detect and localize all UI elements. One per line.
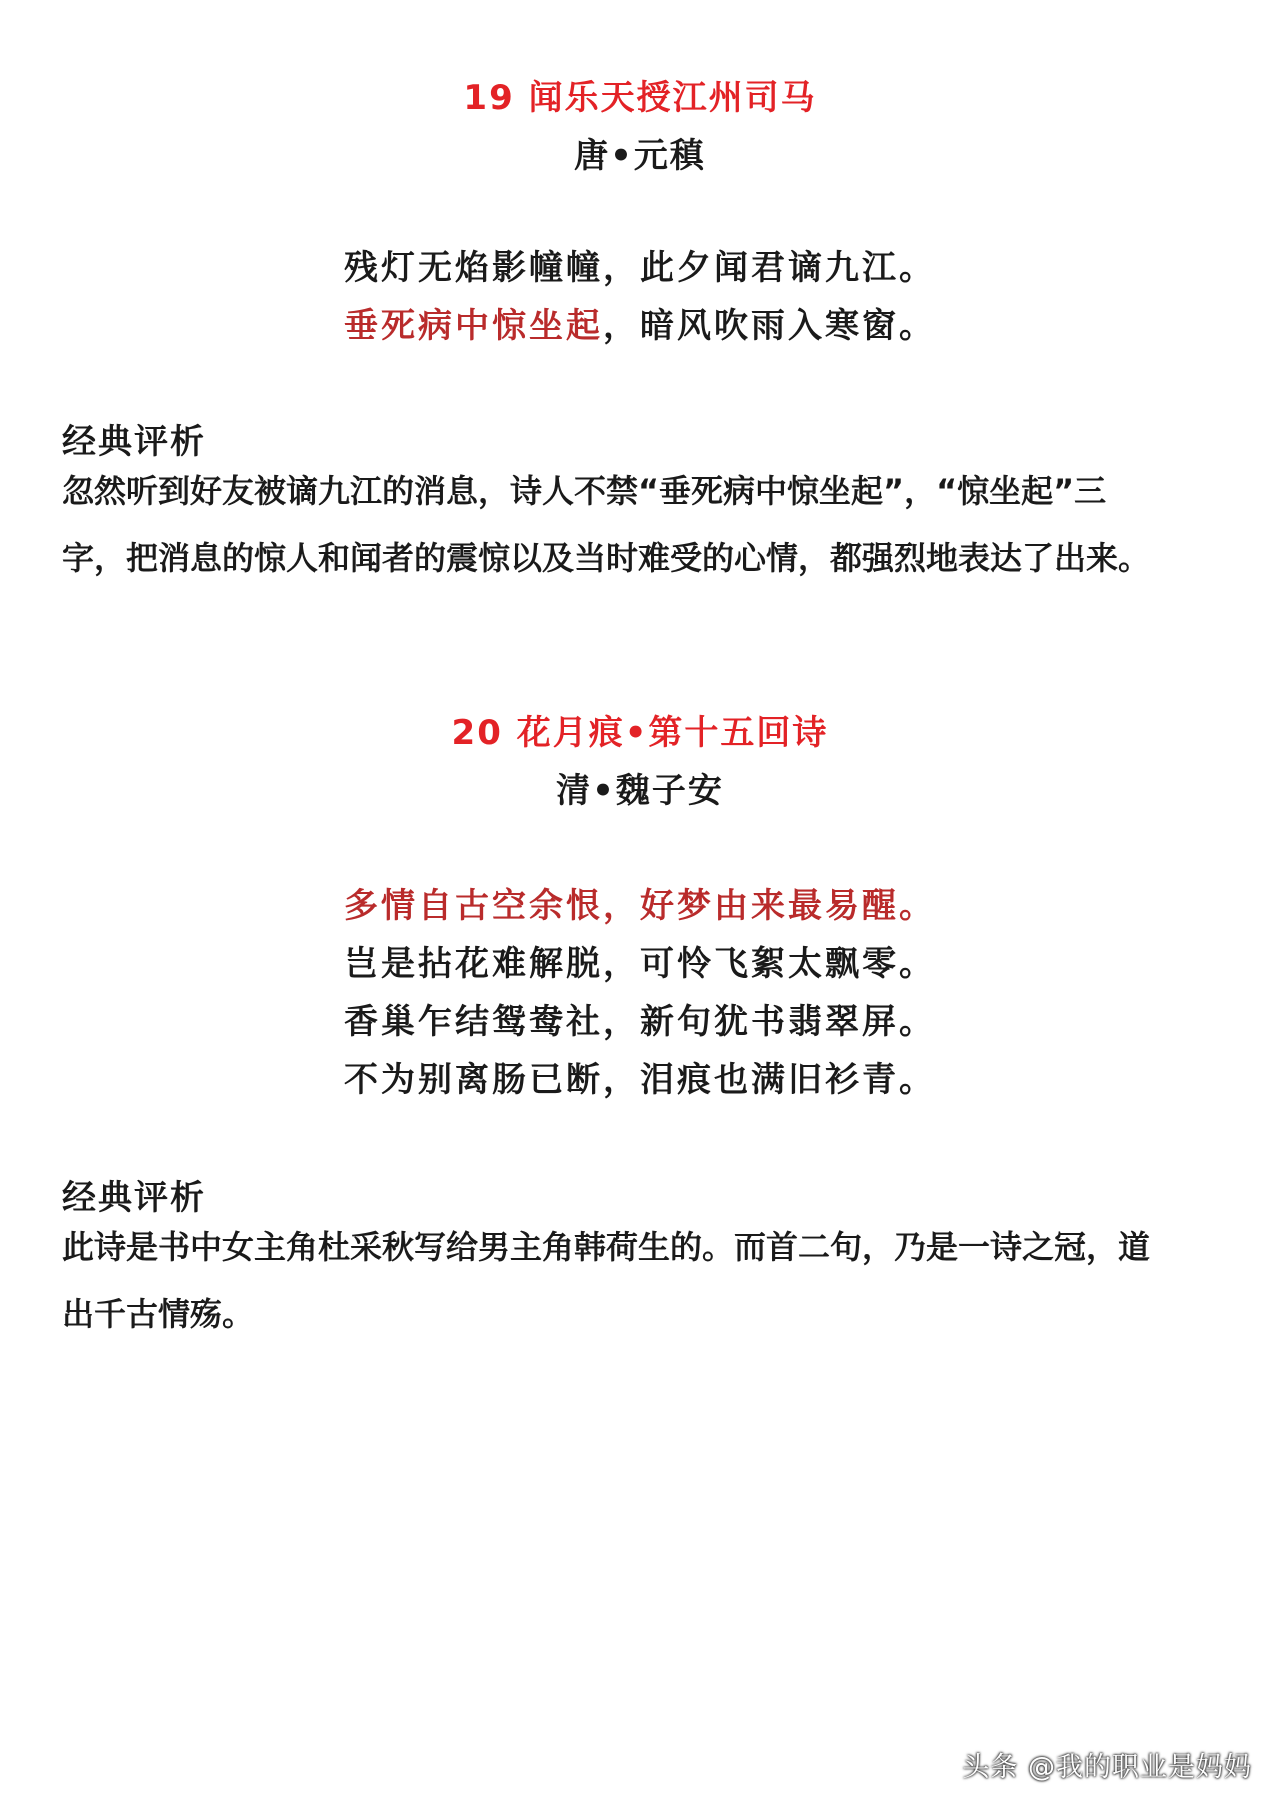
poem-20-title: 20 花月痕•第十五回诗 bbox=[451, 713, 829, 753]
verse-text: 香巢乍结鸳鸯社，新句犹书翡翠屏。 bbox=[344, 1002, 936, 1042]
verse-highlight: 多情自古空余恨，好梦由来最易醒。 bbox=[344, 886, 936, 926]
commentary-heading-19: 经典评析 bbox=[62, 422, 206, 462]
poem-20-line-4 bbox=[0, 1052, 1280, 1101]
commentary-19 bbox=[62, 458, 1222, 592]
commentary-20 bbox=[62, 1214, 1222, 1348]
verse-text: 残灯无焰影幢幢，此夕闻君谪九江。 bbox=[344, 248, 936, 288]
poem-20-author: 清•魏子安 bbox=[556, 771, 724, 811]
poem-20-line-1 bbox=[0, 878, 1280, 927]
poem-20-line-3 bbox=[0, 994, 1280, 1043]
commentary-line: 出千古情殇。 bbox=[62, 1295, 255, 1333]
watermark: 头条 @我的职业是妈妈 bbox=[962, 1752, 1252, 1783]
verse-highlight: 垂死病中惊坐起 bbox=[344, 306, 603, 346]
verse-text: 岂是拈花难解脱，可怜飞絮太飘零。 bbox=[344, 944, 936, 984]
poem-19-line-2 bbox=[0, 298, 1280, 347]
poem-19-title: 19 闻乐天授江州司马 bbox=[463, 78, 817, 118]
poem-20-line-2 bbox=[0, 936, 1280, 985]
verse-text: 不为别离肠已断，泪痕也满旧衫青。 bbox=[344, 1060, 936, 1100]
poem-19-author: 唐•元稹 bbox=[574, 136, 706, 176]
commentary-heading-20: 经典评析 bbox=[62, 1178, 206, 1218]
commentary-line: 字，把消息的惊人和闻者的震惊以及当时难受的心情，都强烈地表达了出来。 bbox=[62, 539, 1151, 577]
commentary-line: 此诗是书中女主角杜采秋写给男主角韩荷生的。而首二句，乃是一诗之冠，道 bbox=[62, 1228, 1151, 1266]
poem-19-line-1 bbox=[0, 240, 1280, 289]
commentary-line: 忽然听到好友被谪九江的消息，诗人不禁“垂死病中惊坐起”，“惊坐起”三 bbox=[62, 472, 1107, 510]
verse-text: ，暗风吹雨入寒窗。 bbox=[603, 306, 936, 346]
